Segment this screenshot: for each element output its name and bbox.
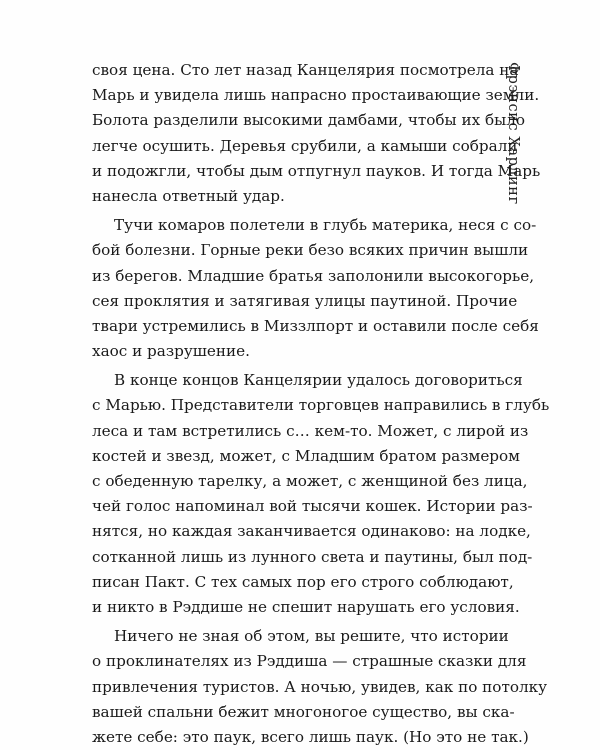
text-line: с обеденную тарелку, а может, с женщиной без лица,: [92, 472, 528, 490]
running-head-author: Фрэнсис Хардинг: [505, 62, 521, 205]
text-line: Марь и увидела лишь напрасно простаивающие земли.: [92, 86, 540, 105]
text-line: твари устремились в Миззлпорт и оставили после себя: [92, 316, 539, 335]
text-line: В конце концов Канцелярии удалось договориться: [114, 371, 523, 390]
text-line: легче осушить. Деревья срубили, а камыши собрали: [92, 136, 518, 155]
text-line: из берегов. Младшие братья заполонили высокогорье,: [92, 266, 535, 285]
text-line: своя цена. Сто лет назад Канцелярия посмотрела на: [92, 61, 519, 79]
text-line: о проклинателях из Рэддиша — страшные сказки для: [92, 652, 527, 671]
text-line: нятся, но каждая заканчивается одинаково: на лодке,: [92, 522, 531, 541]
text-line: сотканной лишь из лунного света и паутины, был под-: [92, 547, 533, 566]
text-line: сея проклятия и затягивая улицы паутиной. Прочие: [92, 291, 518, 310]
paragraph: [92, 213, 539, 364]
text-line: и подожгли, чтобы дым отпугнул пауков. И тогда Марь: [92, 161, 541, 180]
text-line: чей голос напоминал вой тысячи кошек. Истории раз-: [92, 497, 533, 516]
text-line: хаос и разрушение.: [92, 342, 250, 361]
text-line: привлечения туристов. А ночью, увидев, как по потолку: [92, 677, 548, 696]
text-line: и никто в Рэддише не спешит нарушать его условия.: [92, 597, 520, 616]
text-line: жете себе: это паук, всего лишь паук. (Но это не так.): [92, 727, 529, 746]
text-line: костей и звезд, может, с Младшим братом размером: [92, 446, 520, 465]
paragraph: [92, 624, 548, 750]
text-line: Ничего не зная об этом, вы решите, что истории: [114, 627, 509, 646]
text-line: нанесла ответный удар.: [92, 186, 285, 205]
text-line: вашей спальни бежит многоногое существо, вы ска-: [92, 702, 515, 721]
text-line: Тучи комаров полетели в глубь материка, неся с со-: [114, 216, 537, 235]
text-line: леса и там встретились с… кем-то. Может, с лирой из: [92, 421, 529, 440]
text-line: бой болезни. Горные реки безо всяких причин вышли: [92, 241, 529, 260]
text-line: писан Пакт. С тех самых пор его строго соблюдают,: [92, 572, 514, 591]
text-line: Болота разделили высокими дамбами, чтобы их было: [92, 111, 526, 130]
text-line: с Марью. Представители торговцев направились в глубь: [92, 396, 550, 415]
paragraph: [92, 368, 550, 620]
